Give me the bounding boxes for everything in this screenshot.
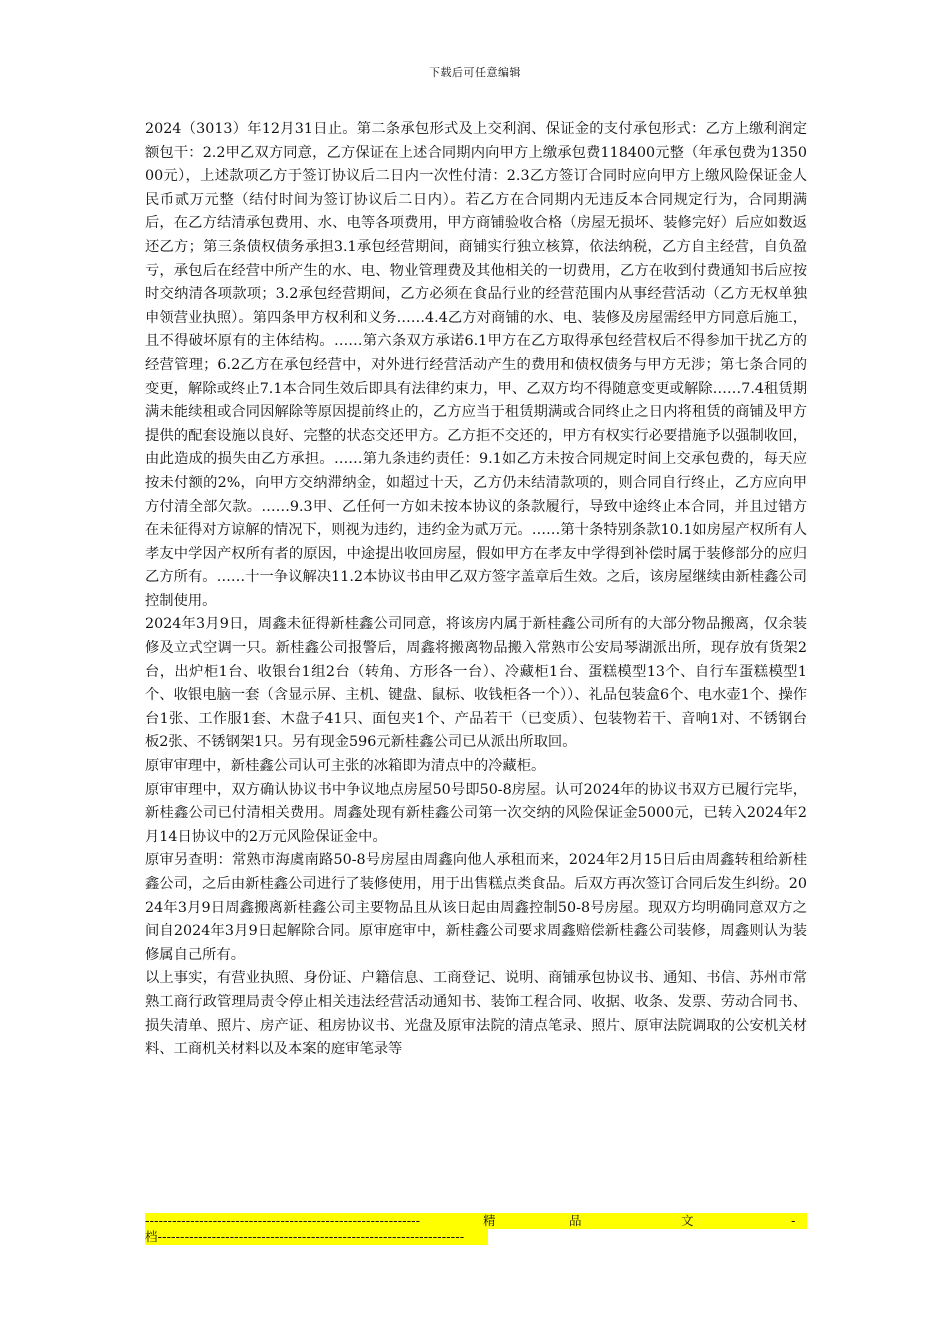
footer-line-1: [145, 1213, 807, 1229]
paragraph: 2024年3月9日，周鑫未征得新桂鑫公司同意，将该房内属于新桂鑫公司所有的大部分物品搬离，仅余装修及立式空调一只。新桂鑫公司报警后，周鑫将搬离物品搬入常熟市公安局琴湖派出所，现存放有货架2台，出炉柜1台、收银台1组2台（转角、方形各一台）、冷藏柜1台、蛋糕模型13个、自行车蛋糕模型1个、收银电脑一套（含显示屏、主机、键盘、鼠标、收钱柜各一个））、礼品包装盒6个、电水壶1个、操作台1张、工作服1套、木盘子41只、面包夹1个、产品若干（已变质）、包装物若干、音响1对、不锈钢台板2张、不锈钢架1只。另有现金596元新桂鑫公司已从派出所取回。: [145, 616, 807, 751]
paragraph: 原审审理中，新桂鑫公司认可主张的冰箱即为清点中的冷藏柜。: [145, 758, 546, 775]
paragraph: 原审另查明：常熟市海虞南路50-8号房屋由周鑫向他人承租而来，2024年2月15日后由周鑫转租给新桂鑫公司，之后由新桂鑫公司进行了装修使用，用于出售糕点类食品。后双方再次签订合同后发生纠纷。2024年3月9日周鑫搬离新桂鑫公司主要物品且从该日起由周鑫控制50-8号房屋。现双方均明确同意双方之间自2024年3月9日起解除合同。原审庭审中，新桂鑫公司要求周鑫赔偿新桂鑫公司装修，周鑫则认为装修属自己所有。: [145, 852, 807, 963]
footer-dashes: -------------------------------------------------------------: [145, 1213, 421, 1228]
paragraph: 以上事实，有营业执照、身份证、户籍信息、工商登记、说明、商铺承包协议书、通知、书信、苏州市常熟工商行政管理局责令停止相关违法经营活动通知书、装饰工程合同、收据、收条、发票、劳动合同书、损失清单、照片、房产证、租房协议书、光盘及原审法院的清点笔录、照片、原审法院调取的公安机关材料、工商机关材料以及本案的庭审笔录等: [145, 970, 807, 1058]
footer-char: 精: [483, 1213, 496, 1228]
footer-line-2: 档--------------------------------------------------------------------: [145, 1229, 488, 1245]
footer-trailing-dash: -: [791, 1213, 796, 1228]
highlighted-footer: [145, 1213, 807, 1245]
document-body: [145, 118, 807, 1062]
footer-char: 文: [681, 1213, 694, 1228]
page-header: 下载后可任意编辑: [429, 66, 521, 79]
paragraph: 2024（3013）年12月31日止。第二条承包形式及上交利润、保证金的支付承包形式：乙方上缴利润定额包干：2.2甲乙双方同意，乙方保证在上述合同期内向甲方上缴承包费118400元整（年承包费为135000元），上述款项乙方于签订协议后二日内一次性付清：2.3乙方签订合同时应向甲方上缴风险保证金人民币贰万元整（结付时间为签订协议后二日内）。若乙方在合同期内无违反本合同规定行为，合同期满后，在乙方结清承包费用、水、电等各项费用，甲方商铺验收合格（房屋无损坏、装修完好）后应如数返还乙方；第三条债权债务承担3.1承包经营期间，商铺实行独立核算，依法纳税，乙方自主经营，自负盈亏，承包后在经营中所产生的水、电、物业管理费及其他相关的一切费用，乙方在收到付费通知书后应按时交纳清各项款项；3.2承包经营期间，乙方必须在食品行业的经营范围内从事经营活动（乙方无权单独申领营业执照）。第四条甲方权利和义务……4.4乙方对商铺的水、电、装修及房屋需经甲方同意后施工，且不得破坏原有的主体结构。……第六条双方承诺6.1甲方在乙方取得承包经营权后不得参加干扰乙方的经营管理；6.2乙方在承包经营中，对外进行经营活动产生的费用和债权债务与甲方无涉；第七条合同的变更，解除或终止7.1本合同生效后即具有法律约束力，甲、乙双方均不得随意变更或解除……7.4租赁期满未能续租或合同因解除等原因提前终止的，乙方应当于租赁期满或合同终止之日内将租赁的商铺及甲方提供的配套设施以良好、完整的状态交还甲方。乙方拒不交还的，甲方有权实行必要措施予以强制收回，由此造成的损失由乙方承担。……第九条违约责任：9.1如乙方未按合同规定时间上交承包费的，每天应按未付额的2%，向甲方交纳滞纳金，如超过十天，乙方仍未结清款项的，则合同自行终止，乙方应向甲方付清全部欠款。……9.3甲、乙任何一方如未按本协议的条款履行，导致中途终止本合同，并且过错方在未征得对方谅解的情况下，则视为违约，违约金为贰万元。……第十条特别条款10.1如房屋产权所有人孝友中学因产权所有者的原因，中途提出收回房屋，假如甲方在孝友中学得到补偿时属于装修部分的应归乙方所有。……十一争议解决11.2本协议书由甲乙双方签字盖章后生效。之后，该房屋继续由新桂鑫公司控制使用。: [145, 121, 807, 609]
paragraph: 原审审理中，双方确认协议书中争议地点房屋50号即50-8房屋。认可2024年的协议书双方已履行完毕，新桂鑫公司已付清相关费用。周鑫处现有新桂鑫公司第一次交纳的风险保证金5000元，已转入2024年2月14日协议中的2万元风险保证金中。: [145, 781, 807, 845]
footer-char: 品: [569, 1213, 582, 1228]
